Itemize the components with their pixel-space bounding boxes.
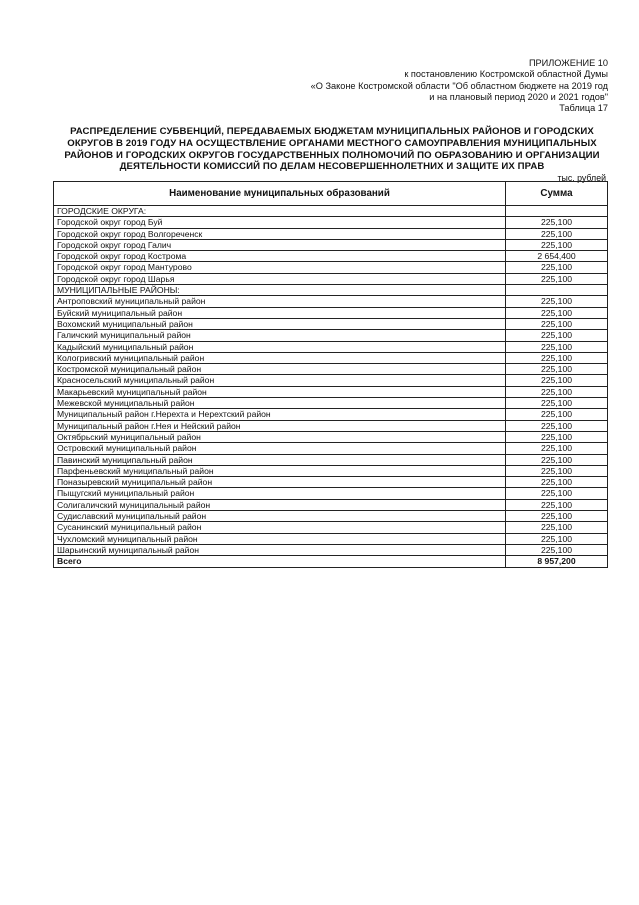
total-label: Всего xyxy=(54,556,506,567)
header-sum: Сумма xyxy=(506,182,608,206)
appendix-resolution: к постановлению Костромской областной Думы xyxy=(404,69,608,80)
appendix-block xyxy=(208,58,608,114)
row-name: Судиславский муниципальный район xyxy=(54,511,506,522)
appendix-number: ПРИЛОЖЕНИЕ 10 xyxy=(528,58,608,68)
table-row xyxy=(54,262,608,273)
table-row xyxy=(54,522,608,533)
row-name: Октябрьский муниципальный район xyxy=(54,431,506,442)
table-row xyxy=(54,398,608,409)
row-name: Шарьинский муниципальный район xyxy=(54,544,506,555)
row-sum: 225,100 xyxy=(506,431,608,442)
row-name: Поназыревский муниципальный район xyxy=(54,477,506,488)
unit-label: тыс. рублей xyxy=(557,173,606,183)
row-sum: 225,100 xyxy=(506,511,608,522)
total-sum: 8 957,200 xyxy=(506,556,608,567)
row-sum: 225,100 xyxy=(506,318,608,329)
row-name: Городской округ город Галич xyxy=(54,239,506,250)
row-name: Островский муниципальный район xyxy=(54,443,506,454)
row-name: Красносельский муниципальный район xyxy=(54,375,506,386)
title-line: РАСПРЕДЕЛЕНИЕ СУБВЕНЦИЙ, ПЕРЕДАВАЕМЫХ БЮДЖЕТАМ МУНИЦИПАЛЬНЫХ РАЙОНОВ И ГОРОДСКИХ xyxy=(70,126,594,137)
table-row xyxy=(54,206,608,217)
row-sum: 225,100 xyxy=(506,273,608,284)
table-row xyxy=(54,352,608,363)
table-row xyxy=(54,307,608,318)
row-name: Галичский муниципальный район xyxy=(54,330,506,341)
table-row xyxy=(54,544,608,555)
row-sum: 225,100 xyxy=(506,398,608,409)
subsidy-table xyxy=(53,181,608,568)
row-name: Кологривский муниципальный район xyxy=(54,352,506,363)
row-sum: 225,100 xyxy=(506,544,608,555)
row-name: Вохомский муниципальный район xyxy=(54,318,506,329)
row-name: Сусанинский муниципальный район xyxy=(54,522,506,533)
table-row xyxy=(54,239,608,250)
table-row xyxy=(54,499,608,510)
row-sum: 225,100 xyxy=(506,488,608,499)
document-title xyxy=(58,126,606,173)
row-sum: 225,100 xyxy=(506,262,608,273)
row-sum: 225,100 xyxy=(506,364,608,375)
row-sum: 225,100 xyxy=(506,420,608,431)
row-name: Антроповский муниципальный район xyxy=(54,296,506,307)
row-name: Городской округ город Шарья xyxy=(54,273,506,284)
title-line: ОКРУГОВ В 2019 ГОДУ НА ОСУЩЕСТВЛЕНИЕ ОРГАНАМИ МЕСТНОГО САМОУПРАВЛЕНИЯ МУНИЦИПАЛЬНЫХ xyxy=(67,137,597,149)
table-row xyxy=(54,273,608,284)
table-row xyxy=(54,465,608,476)
row-sum: 225,100 xyxy=(506,522,608,533)
row-sum: 2 654,400 xyxy=(506,251,608,262)
header-name: Наименование муниципальных образований xyxy=(54,182,506,206)
row-name: Городской округ город Мантурово xyxy=(54,262,506,273)
row-name: Городской округ город Буй xyxy=(54,217,506,228)
row-sum: 225,100 xyxy=(506,443,608,454)
row-sum: 225,100 xyxy=(506,454,608,465)
row-name: Костромской муниципальный район xyxy=(54,364,506,375)
row-name: Солигаличский муниципальный район xyxy=(54,499,506,510)
table-row xyxy=(54,409,608,420)
row-name: Кадыйский муниципальный район xyxy=(54,341,506,352)
row-sum: 225,100 xyxy=(506,477,608,488)
table-row xyxy=(54,330,608,341)
row-name: Межевской муниципальный район xyxy=(54,398,506,409)
title-line: ДЕЯТЕЛЬНОСТИ КОМИССИЙ ПО ДЕЛАМ НЕСОВЕРШЕННОЛЕТНИХ И ЗАЩИТЕ ИХ ПРАВ xyxy=(119,161,545,173)
row-sum xyxy=(506,285,608,296)
row-sum xyxy=(506,206,608,217)
table-row xyxy=(54,420,608,431)
total-row xyxy=(54,556,608,567)
table-row xyxy=(54,228,608,239)
row-sum: 225,100 xyxy=(506,499,608,510)
row-sum: 225,100 xyxy=(506,296,608,307)
row-sum: 225,100 xyxy=(506,341,608,352)
row-sum: 225,100 xyxy=(506,307,608,318)
row-sum: 225,100 xyxy=(506,228,608,239)
row-name: МУНИЦИПАЛЬНЫЕ РАЙОНЫ: xyxy=(54,285,506,296)
row-name: Городской округ город Волгореченск xyxy=(54,228,506,239)
row-name: Павинский муниципальный район xyxy=(54,454,506,465)
row-name: Макарьевский муниципальный район xyxy=(54,386,506,397)
row-sum: 225,100 xyxy=(506,375,608,386)
table-row xyxy=(54,296,608,307)
table-row xyxy=(54,375,608,386)
table-header-row xyxy=(54,182,608,206)
title-line: РАЙОНОВ И ГОРОДСКИХ ОКРУГОВ ГОСУДАРСТВЕННЫХ ПОЛНОМОЧИЙ ПО ОБРАЗОВАНИЮ И ОРГАНИЗАЦИИ xyxy=(64,149,600,161)
table-row xyxy=(54,431,608,442)
table-row xyxy=(54,454,608,465)
row-sum: 225,100 xyxy=(506,533,608,544)
row-name: Буйский муниципальный район xyxy=(54,307,506,318)
appendix-table-number: Таблица 17 xyxy=(559,103,608,114)
table-row xyxy=(54,318,608,329)
appendix-law-period: и на плановый период 2020 и 2021 годов" xyxy=(429,91,608,102)
row-name: ГОРОДСКИЕ ОКРУГА: xyxy=(54,206,506,217)
table-row xyxy=(54,488,608,499)
row-name: Городской округ город Кострома xyxy=(54,251,506,262)
table-row xyxy=(54,477,608,488)
table-row xyxy=(54,533,608,544)
table-row xyxy=(54,217,608,228)
row-sum: 225,100 xyxy=(506,239,608,250)
table-row xyxy=(54,285,608,296)
table-row xyxy=(54,364,608,375)
row-name: Муниципальный район г.Нерехта и Нерехтский район xyxy=(54,409,506,420)
table-row xyxy=(54,386,608,397)
table-row xyxy=(54,341,608,352)
row-sum: 225,100 xyxy=(506,352,608,363)
row-sum: 225,100 xyxy=(506,386,608,397)
row-name: Пыщугский муниципальный район xyxy=(54,488,506,499)
row-sum: 225,100 xyxy=(506,330,608,341)
row-sum: 225,100 xyxy=(506,217,608,228)
table-row xyxy=(54,251,608,262)
row-name: Парфеньевский муниципальный район xyxy=(54,465,506,476)
row-name: Муниципальный район г.Нея и Нейский район xyxy=(54,420,506,431)
table-row xyxy=(54,511,608,522)
row-name: Чухломский муниципальный район xyxy=(54,533,506,544)
table-row xyxy=(54,443,608,454)
row-sum: 225,100 xyxy=(506,409,608,420)
appendix-law-title: «О Законе Костромской области "Об областном бюджете на 2019 год xyxy=(310,80,608,91)
row-sum: 225,100 xyxy=(506,465,608,476)
